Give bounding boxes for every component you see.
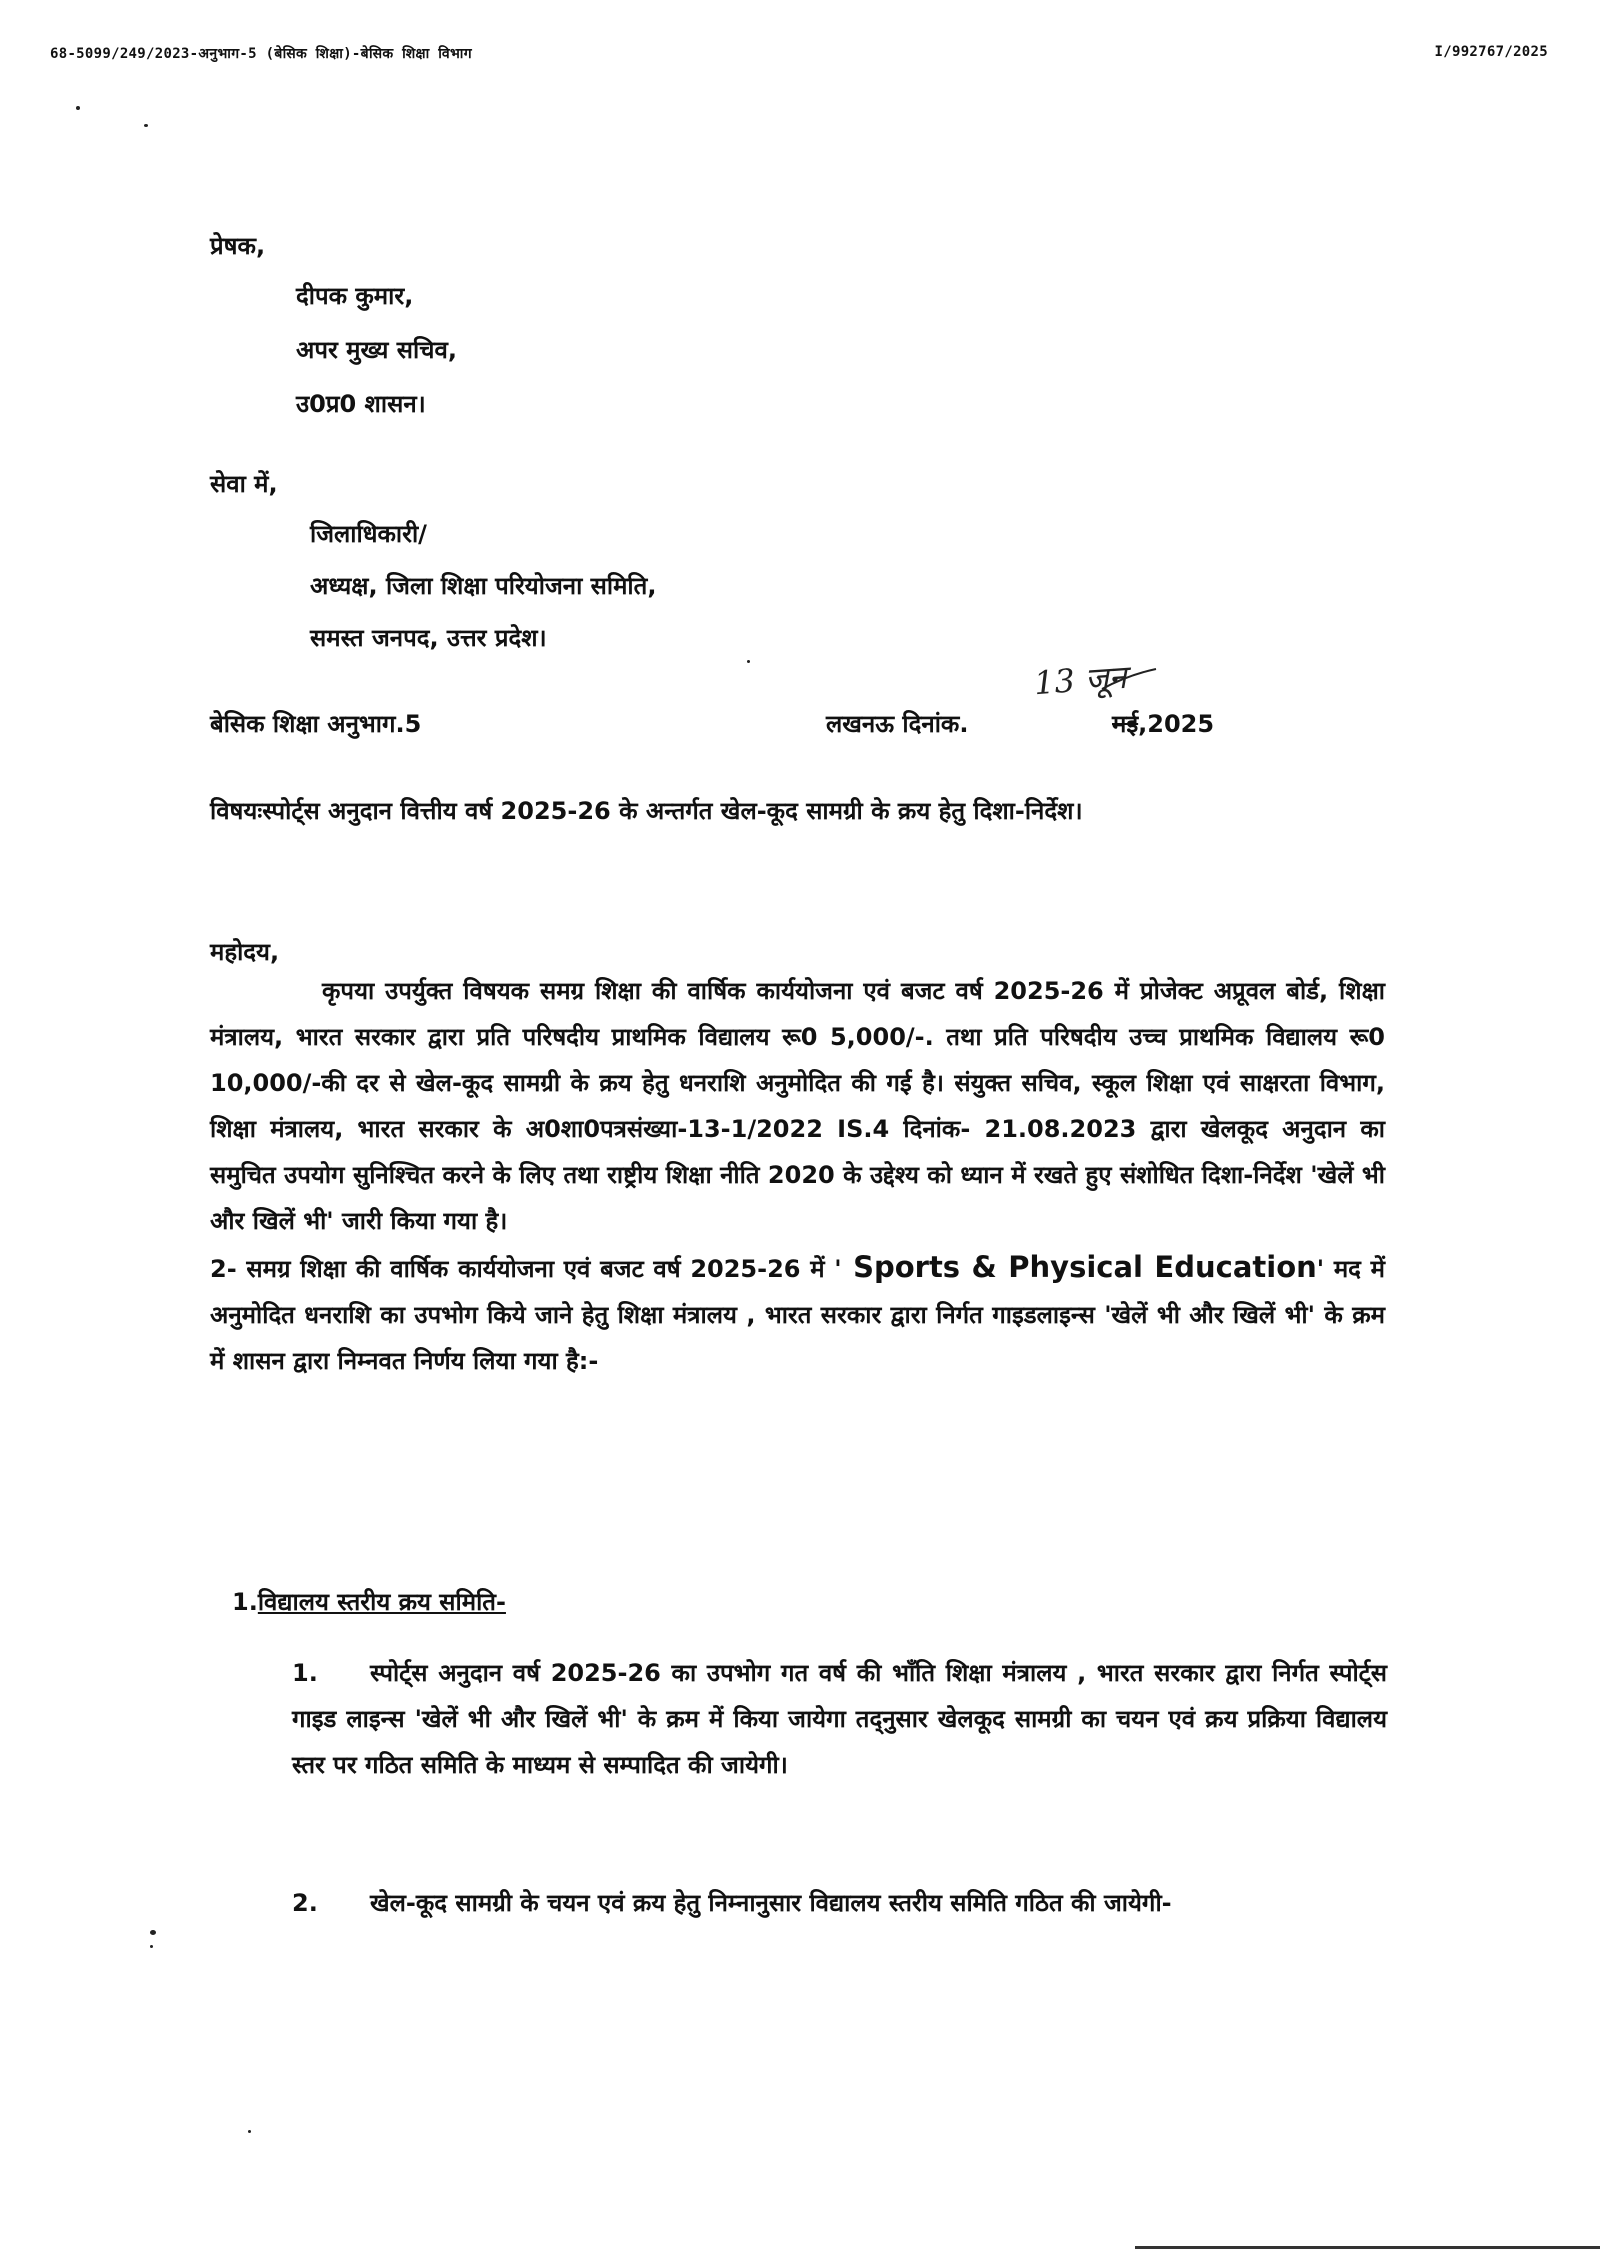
recipient-label: सेवा में, — [210, 470, 278, 498]
date-month-year — [1112, 710, 1214, 739]
section-1-title: विद्यालय स्तरीय क्रय समिति- — [257, 1588, 506, 1616]
scan-speck — [144, 124, 148, 127]
sender-office: उ0प्र0 शासन। — [296, 390, 426, 418]
scan-speck — [150, 1930, 156, 1935]
page-edge-rule — [1135, 2246, 1600, 2249]
letter-body — [210, 968, 1385, 1384]
scan-speck — [248, 2130, 251, 2133]
scan-speck — [747, 660, 750, 663]
list-item-text: स्पोर्ट्स अनुदान वर्ष 2025-26 का उपभोग गत वर्ष की भाँति शिक्षा मंत्रालय , भारत सरकार द्वारा निर्गत स्पोर्ट्स गाइड लाइन्स 'खेलें भी और खिलें भी' के क्रम में किया जायेगा तद्नुसार खेलकूद सामग्री का चयन एवं क्रय प्रक्रिया विद्यालय स्तर पर गठित समिति के माध्यम से सम्पादित की जायेगी। — [292, 1659, 1387, 1779]
salutation: महोदय, — [210, 938, 280, 966]
list-item-number: 1. — [292, 1659, 318, 1687]
sender-name: दीपक कुमार, — [296, 282, 414, 310]
handwritten-underline — [1100, 665, 1160, 695]
subject-line: विषयःस्पोर्ट्स अनुदान वित्तीय वर्ष 2025-26 के अन्तर्गत खेल-कूद सामग्री के क्रय हेतु दिशा-निर्देश। — [210, 797, 1083, 825]
scan-speck — [76, 106, 80, 110]
section-1-heading — [232, 1585, 506, 1618]
paragraph-2 — [210, 1244, 1385, 1384]
handwritten-date: 13 जून — [1032, 657, 1128, 703]
paragraph-2-english: Sports & Physical Education — [841, 1250, 1317, 1284]
section-1-number: 1. — [232, 1588, 258, 1616]
recipient-line-2: अध्यक्ष, जिला शिक्षा परियोजना समिति, — [310, 572, 657, 600]
place-date-label: लखनऊ दिनांक. — [826, 710, 969, 738]
recipient-line-1: जिलाधिकारी/ — [310, 520, 427, 548]
list-item-number: 2. — [292, 1889, 318, 1917]
scan-speck — [150, 1945, 153, 1948]
list-item — [292, 1650, 1387, 1788]
sender-label: प्रेषक, — [210, 232, 266, 260]
struck-month: मई — [1112, 710, 1139, 738]
file-reference: 68-5099/249/2023-अनुभाग-5 (बेसिक शिक्षा)-बेसिक शिक्षा विभाग — [50, 46, 472, 62]
recipient-line-3: समस्त जनपद, उत्तर प्रदेश। — [310, 624, 547, 652]
document-number: I/992767/2025 — [1434, 44, 1548, 60]
sender-designation: अपर मुख्य सचिव, — [296, 336, 457, 364]
section-name: बेसिक शिक्षा अनुभाग.5 — [210, 710, 422, 738]
paragraph-2-suffix: ' मद में अनुमोदित धनराशि का उपभोग किये जाने हेतु शिक्षा मंत्रालय , भारत सरकार द्वारा निर्गत गाइडलाइन्स 'खेलें भी और खिलें भी' के क्रम में शासन द्वारा निम्नवत निर्णय लिया गया है:- — [210, 1255, 1385, 1375]
paragraph-1: कृपया उपर्युक्त विषयक समग्र शिक्षा की वार्षिक कार्ययोजना एवं बजट वर्ष 2025-26 में प्रोजेक्ट अप्रूवल बोर्ड, शिक्षा मंत्रालय, भारत सरकार द्वारा प्रति परिषदीय प्राथमिक विद्यालय रू0 5,000/-. तथा प्रति परिषदीय उच्च प्राथमिक विद्यालय रू0 10,000/-की दर से खेल-कूद सामग्री के क्रय हेतु धनराशि अनुमोदित की गई है। संयुक्त सचिव, स्कूल शिक्षा एवं साक्षरता विभाग, शिक्षा मंत्रालय, भारत सरकार के अ0शा0पत्रसंख्या-13-1/2022 IS.4 दिनांक- 21.08.2023 द्वारा खेलकूद अनुदान का समुचित उपयोग सुनिश्चित करने के लिए तथा राष्ट्रीय शिक्षा नीति 2020 के उद्देश्य को ध्यान में रखते हुए संशोधित दिशा-निर्देश 'खेलें भी और खिलें भी' जारी किया गया है। — [210, 977, 1385, 1235]
paragraph-2-prefix: 2- समग्र शिक्षा की वार्षिक कार्ययोजना एवं बजट वर्ष 2025-26 में ' — [210, 1255, 842, 1283]
list-item-text: खेल-कूद सामग्री के चयन एवं क्रय हेतु निम्नानुसार विद्यालय स्तरीय समिति गठित की जायेगी- — [370, 1889, 1172, 1917]
list-item — [292, 1880, 1387, 1926]
date-year: ,2025 — [1138, 710, 1215, 738]
